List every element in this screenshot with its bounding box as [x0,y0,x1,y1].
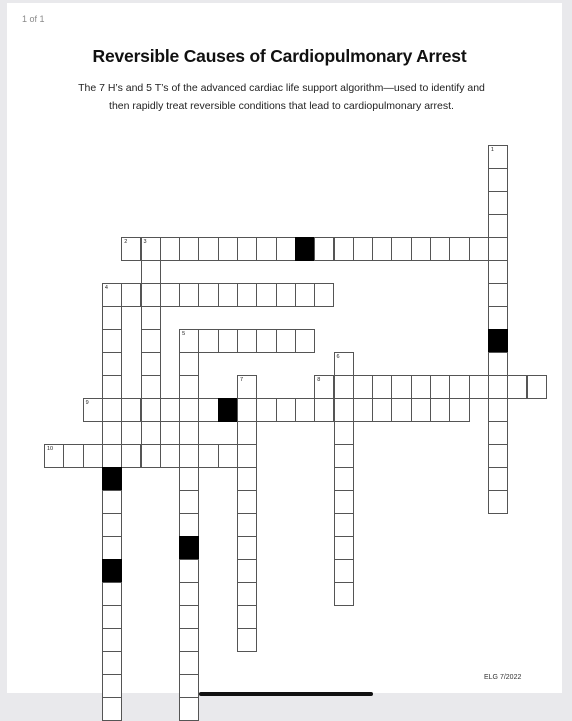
clue-number-9: 9 [85,400,89,406]
crossword-cell[interactable] [334,467,354,491]
crossword-cell[interactable] [121,444,141,468]
crossword-cell[interactable] [334,237,354,261]
clue-number-8: 8 [317,377,321,383]
crossword-cell[interactable] [141,398,161,422]
crossword-cell[interactable] [102,651,122,675]
crossword-cell[interactable] [102,306,122,330]
crossword-cell[interactable] [141,375,161,399]
crossword-cell[interactable] [179,605,199,629]
crossword-cell[interactable] [334,444,354,468]
crossword-cell[interactable] [488,306,508,330]
crossword-cell[interactable] [160,444,180,468]
crossword-black-square [218,398,238,422]
crossword-cell[interactable] [141,444,161,468]
crossword-cell[interactable] [218,237,238,261]
crossword-black-square [102,559,122,583]
crossword-cell[interactable] [295,329,315,353]
crossword-cell[interactable] [179,467,199,491]
crossword-cell[interactable] [83,398,103,422]
crossword-cell[interactable] [256,283,276,307]
crossword-cell[interactable] [237,375,257,399]
crossword-cell[interactable] [488,283,508,307]
crossword-cell[interactable] [334,559,354,583]
crossword-cell[interactable] [179,582,199,606]
crossword-black-square [488,329,508,353]
crossword-cell[interactable] [237,490,257,514]
crossword-cell[interactable] [83,444,103,468]
crossword-cell[interactable] [63,444,83,468]
crossword-cell[interactable] [141,352,161,376]
home-indicator-bar[interactable] [199,692,373,696]
crossword-cell[interactable] [488,421,508,445]
clue-number-7: 7 [240,377,244,383]
crossword-cell[interactable] [372,398,392,422]
crossword-cell[interactable] [237,628,257,652]
crossword-cell[interactable] [449,398,469,422]
crossword-cell[interactable] [198,237,218,261]
crossword-cell[interactable] [102,421,122,445]
crossword-cell[interactable] [141,260,161,284]
crossword-cell[interactable] [121,398,141,422]
crossword-cell[interactable] [237,398,257,422]
crossword-cell[interactable] [179,559,199,583]
crossword-cell[interactable] [488,214,508,238]
crossword-cell[interactable] [295,398,315,422]
crossword-cell[interactable] [102,375,122,399]
crossword-cell[interactable] [488,260,508,284]
crossword-cell[interactable] [314,398,334,422]
crossword-cell[interactable] [430,375,450,399]
crossword-cell[interactable] [179,490,199,514]
crossword-cell[interactable] [237,444,257,468]
crossword-cell[interactable] [179,697,199,721]
crossword-cell[interactable] [488,375,508,399]
crossword-cell[interactable] [430,237,450,261]
footer-label: ELG 7/2022 [484,674,522,681]
crossword-cell[interactable] [198,329,218,353]
crossword-cell[interactable] [488,444,508,468]
crossword-cell[interactable] [102,398,122,422]
crossword-cell[interactable] [102,444,122,468]
crossword-cell[interactable] [237,283,257,307]
crossword-cell[interactable] [102,605,122,629]
crossword-cell[interactable] [314,375,334,399]
clue-number-10: 10 [47,446,54,452]
crossword-cell[interactable] [276,237,296,261]
clue-number-4: 4 [104,285,108,291]
crossword-cell[interactable] [179,628,199,652]
crossword-cell[interactable] [218,444,238,468]
crossword-black-square [295,237,315,261]
crossword-cell[interactable] [121,237,141,261]
crossword-cell[interactable] [179,651,199,675]
crossword-cell[interactable] [179,421,199,445]
crossword-cell[interactable] [198,444,218,468]
crossword-cell[interactable] [102,674,122,698]
crossword-cell[interactable] [430,398,450,422]
crossword-black-square [102,467,122,491]
crossword-cell[interactable] [102,352,122,376]
crossword-cell[interactable] [102,582,122,606]
crossword-cell[interactable] [179,352,199,376]
crossword-cell[interactable] [469,237,489,261]
crossword-cell[interactable] [218,283,238,307]
crossword-cell[interactable] [102,628,122,652]
crossword-cell[interactable] [141,237,161,261]
crossword-cell[interactable] [237,536,257,560]
crossword-cell[interactable] [276,329,296,353]
crossword-cell[interactable] [237,582,257,606]
crossword-cell[interactable] [527,375,547,399]
crossword-cell[interactable] [237,559,257,583]
crossword-cell[interactable] [353,398,373,422]
crossword-cell[interactable] [179,283,199,307]
crossword-cell[interactable] [256,329,276,353]
clue-number-1: 1 [490,147,494,153]
crossword-cell[interactable] [314,283,334,307]
crossword-cell[interactable] [295,283,315,307]
crossword-cell[interactable] [488,237,508,261]
crossword-cell[interactable] [141,421,161,445]
crossword-cell[interactable] [353,375,373,399]
crossword-cell[interactable] [334,513,354,537]
crossword-cell[interactable] [256,237,276,261]
crossword-cell[interactable] [372,237,392,261]
crossword-cell[interactable] [102,490,122,514]
crossword-cell[interactable] [179,398,199,422]
page-indicator: 1 of 1 [22,14,45,24]
crossword-cell[interactable] [488,145,508,169]
crossword-cell[interactable] [488,490,508,514]
crossword-cell[interactable] [334,536,354,560]
crossword-cell[interactable] [507,375,527,399]
crossword-cell[interactable] [488,168,508,192]
crossword-cell[interactable] [334,490,354,514]
crossword-cell[interactable] [237,421,257,445]
crossword-cell[interactable] [334,398,354,422]
crossword-cell[interactable] [488,398,508,422]
crossword-cell[interactable] [411,237,431,261]
crossword-cell[interactable] [391,398,411,422]
crossword-cell[interactable] [179,329,199,353]
crossword-cell[interactable] [237,605,257,629]
crossword-cell[interactable] [237,513,257,537]
crossword-cell[interactable] [276,283,296,307]
crossword-cell[interactable] [102,697,122,721]
crossword-cell[interactable] [141,306,161,330]
clue-number-2: 2 [124,239,128,245]
crossword-cell[interactable] [141,283,161,307]
crossword-cell[interactable] [391,237,411,261]
crossword-cell[interactable] [160,237,180,261]
crossword-cell[interactable] [314,237,334,261]
crossword-cell[interactable] [391,375,411,399]
crossword-cell[interactable] [179,513,199,537]
crossword-cell[interactable] [102,329,122,353]
crossword-cell[interactable] [488,352,508,376]
crossword-cell[interactable] [256,398,276,422]
crossword-cell[interactable] [141,329,161,353]
crossword-cell[interactable] [160,398,180,422]
crossword-cell[interactable] [488,191,508,215]
crossword-cell[interactable] [449,375,469,399]
page-title: Reversible Causes of Cardiopulmonary Arrest [92,46,467,66]
crossword-cell[interactable] [179,444,199,468]
crossword-cell[interactable] [372,375,392,399]
crossword-cell[interactable] [334,582,354,606]
crossword-cell[interactable] [469,375,489,399]
crossword-cell[interactable] [334,421,354,445]
crossword-cell[interactable] [160,283,180,307]
clue-number-3: 3 [143,239,147,245]
crossword-cell[interactable] [198,283,218,307]
crossword-cell[interactable] [179,674,199,698]
crossword-cell[interactable] [179,237,199,261]
crossword-cell[interactable] [102,513,122,537]
crossword-cell[interactable] [44,444,64,468]
clue-number-5: 5 [182,331,186,337]
crossword-cell[interactable] [488,467,508,491]
crossword-cell[interactable] [411,375,431,399]
crossword-cell[interactable] [102,536,122,560]
crossword-cell[interactable] [334,375,354,399]
crossword-cell[interactable] [121,283,141,307]
crossword-cell[interactable] [237,467,257,491]
crossword-cell[interactable] [276,398,296,422]
page-subtitle: The 7 H’s and 5 T’s of the advanced cardiac life support algorithm—used to identify and then rapidly treat reversible conditions that lead to cardiopulmonary arrest. [78,82,485,112]
clue-number-6: 6 [336,354,340,360]
crossword-cell[interactable] [353,237,373,261]
crossword-black-square [179,536,199,560]
crossword-cell[interactable] [334,352,354,376]
crossword-cell[interactable] [237,329,257,353]
crossword-cell[interactable] [102,283,122,307]
crossword-cell[interactable] [449,237,469,261]
crossword-cell[interactable] [218,329,238,353]
crossword-cell[interactable] [179,375,199,399]
crossword-cell[interactable] [198,398,218,422]
crossword-cell[interactable] [411,398,431,422]
crossword-cell[interactable] [237,237,257,261]
